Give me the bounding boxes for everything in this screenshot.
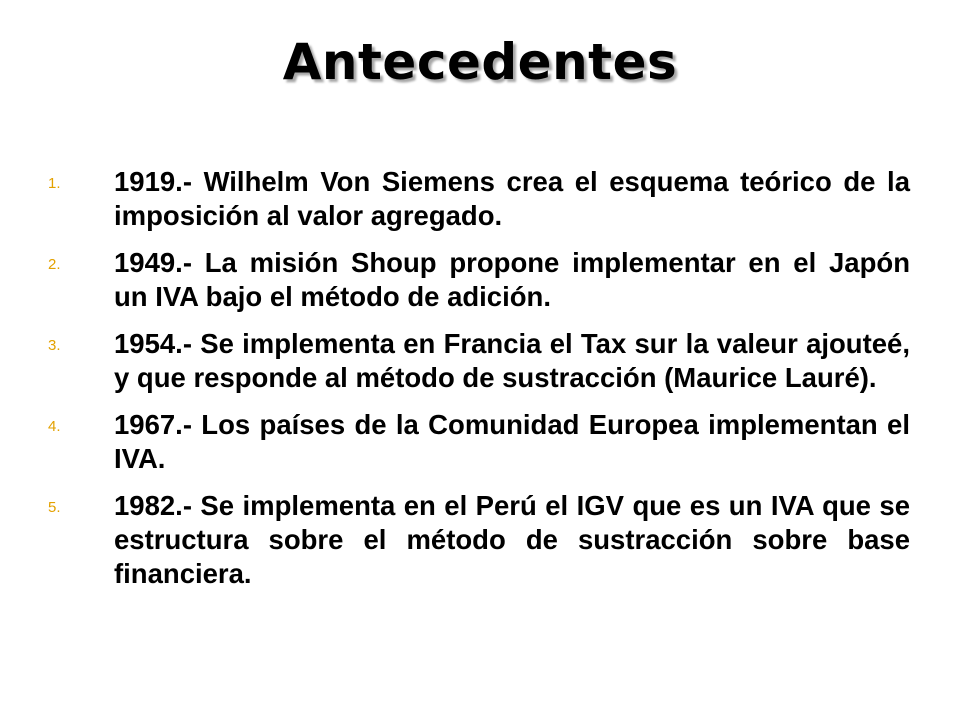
list-item-number: 5. (48, 499, 61, 516)
slide-title: Antecedentes (282, 33, 678, 91)
list-item-number: 4. (48, 418, 61, 435)
list-item-text: 1982.- Se implementa en el Perú el IGV que es un IVA que se estructura sobre el método de sustracción sobre base financiera. (114, 490, 910, 589)
list-item-number: 1. (48, 175, 61, 192)
list-item-text: 1949.- La misión Shoup propone implementar en el Japón un IVA bajo el método de adición. (114, 247, 910, 312)
list-item (48, 327, 910, 395)
list-item-text: 1967.- Los países de la Comunidad Europea implementan el IVA. (114, 409, 910, 474)
list-item-text: 1919.- Wilhelm Von Siemens crea el esquema teórico de la imposición al valor agregado. (114, 166, 910, 231)
timeline-list (48, 165, 910, 604)
list-item-number: 2. (48, 256, 61, 273)
list-item (48, 489, 910, 591)
list-item (48, 165, 910, 233)
list-item-number: 3. (48, 337, 61, 354)
list-item (48, 246, 910, 314)
list-item (48, 408, 910, 476)
list-item-text: 1954.- Se implementa en Francia el Tax sur la valeur ajouteé, y que responde al método de sustracción (Maurice Lauré). (114, 328, 910, 393)
